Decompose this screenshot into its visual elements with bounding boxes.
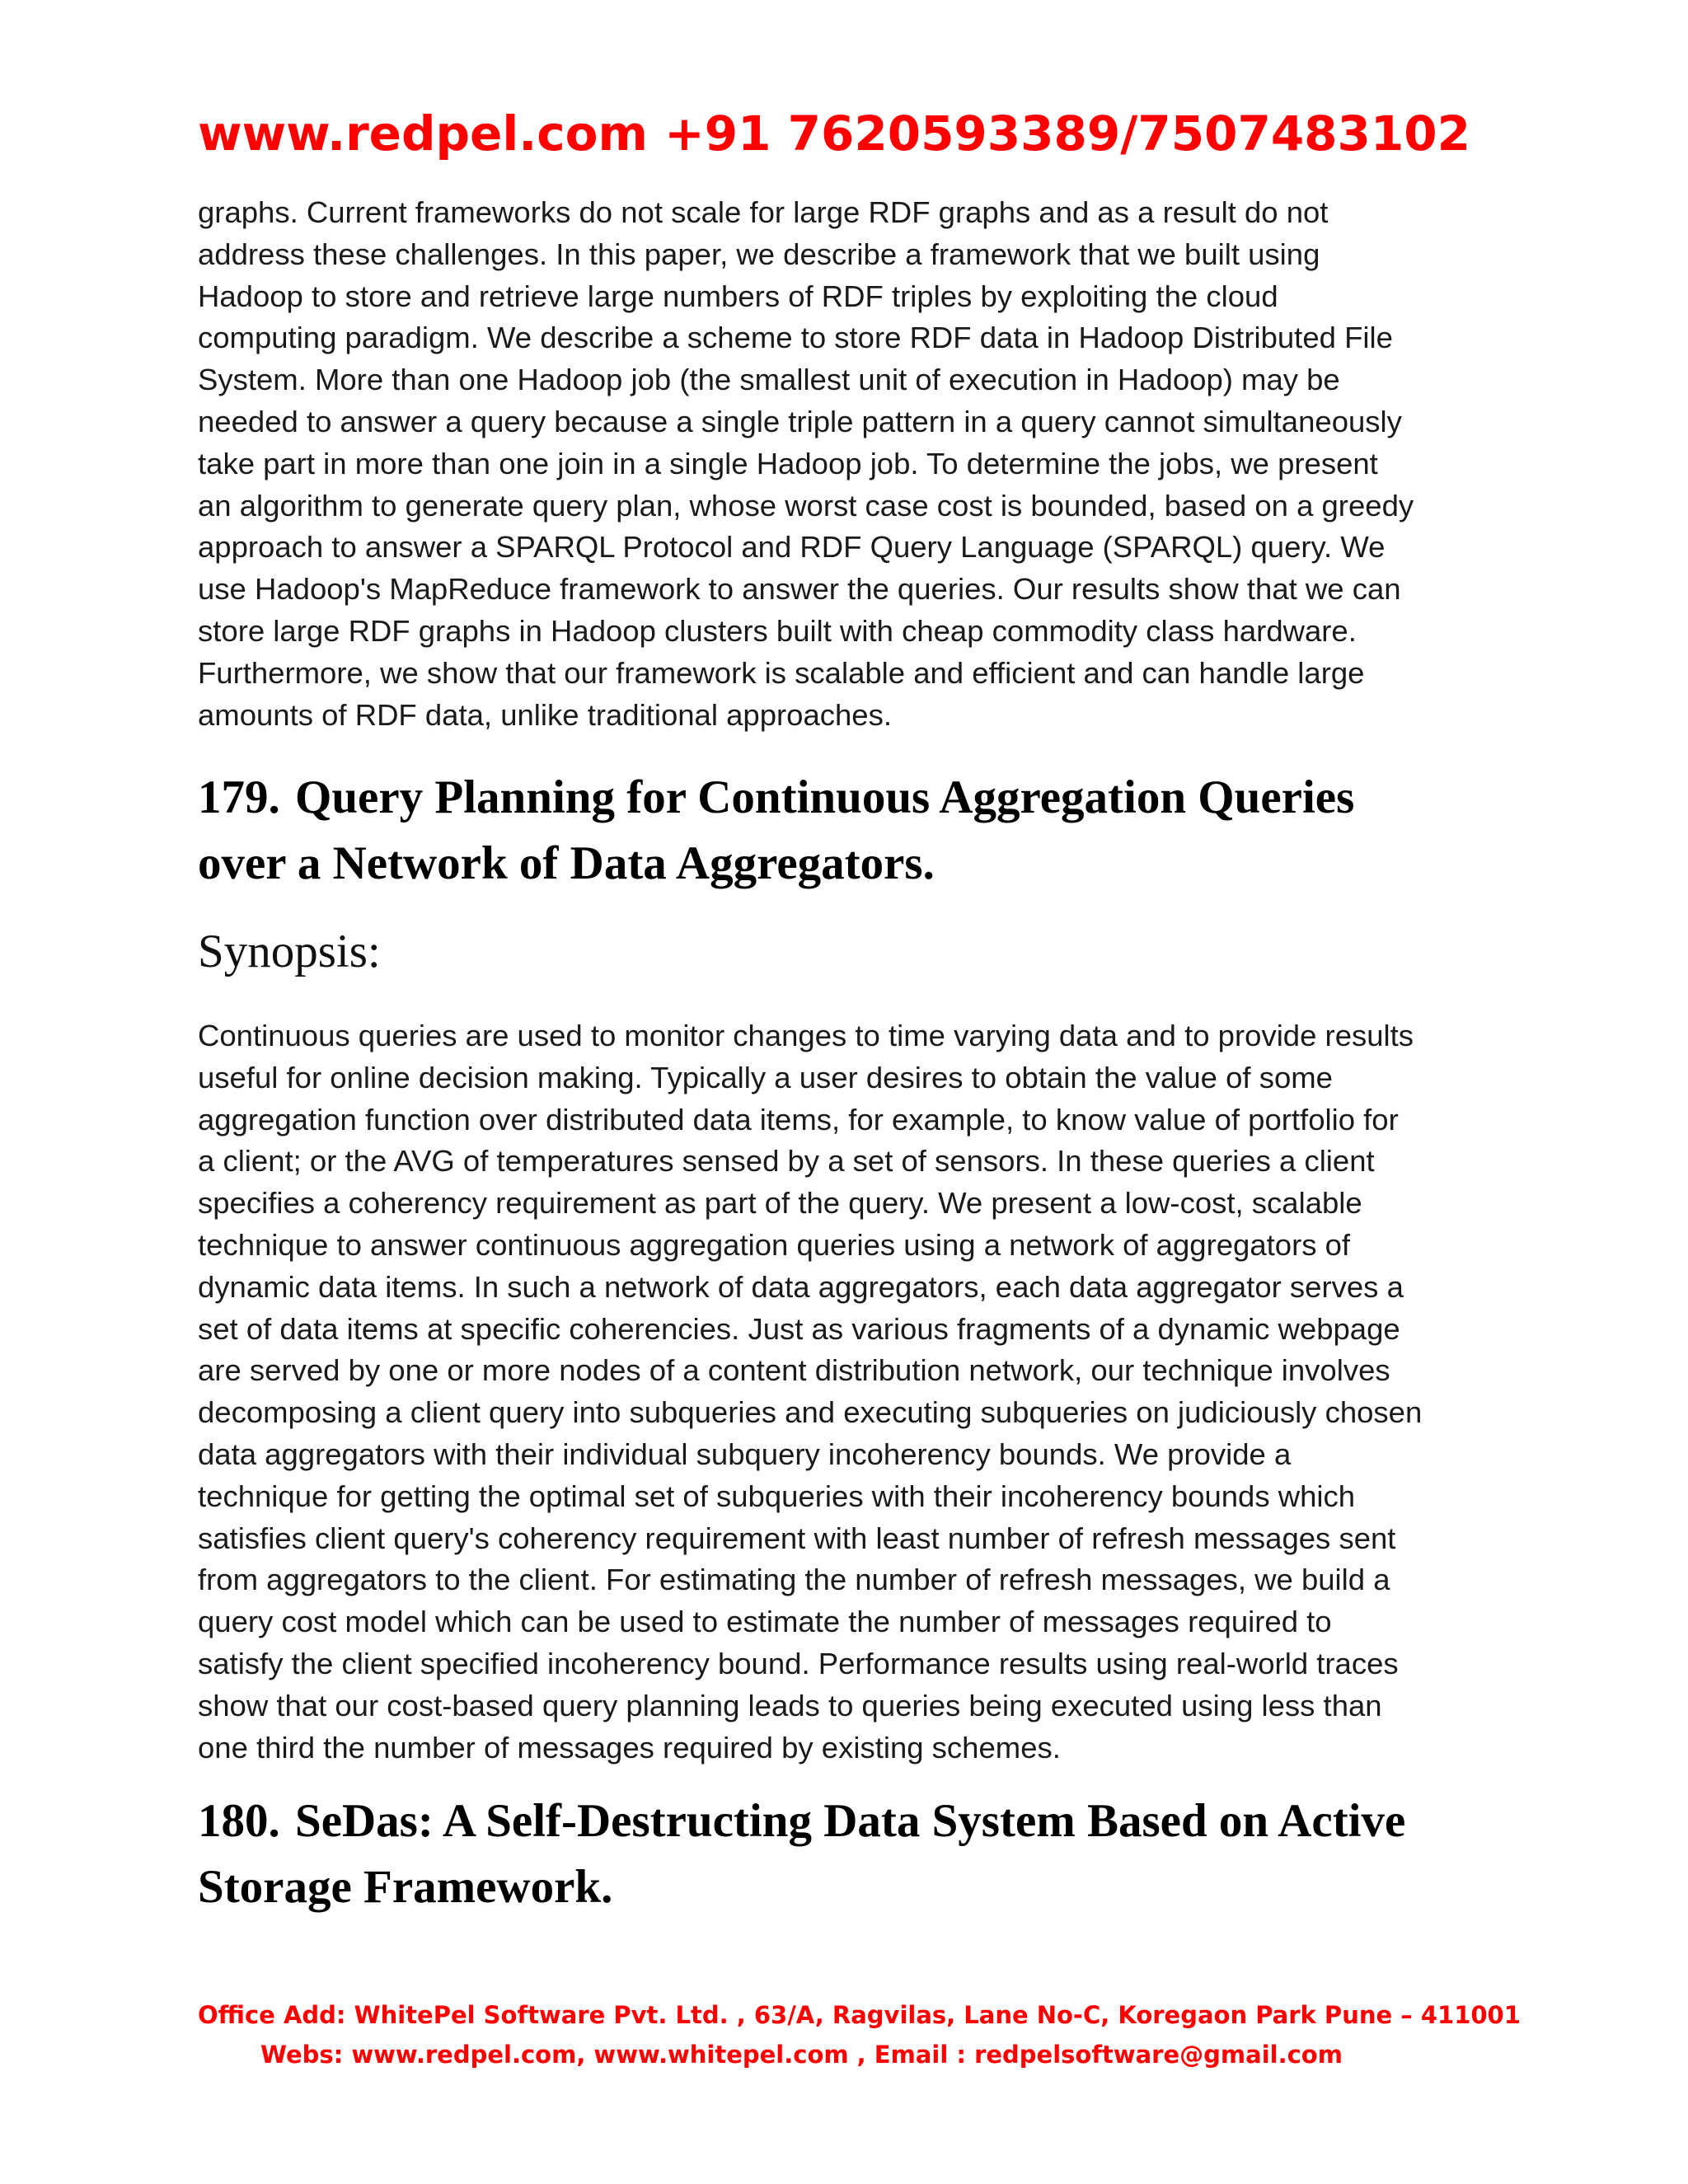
intro-paragraph [198, 192, 1517, 736]
paragraph-line: needed to answer a query because a single triple pattern in a query cannot simultaneously [198, 404, 1402, 438]
footer-address: Office Add: WhitePel Software Pvt. Ltd. , 63/A, Ragvilas, Lane No-C, Koregaon Park Pune – 411001 [198, 2001, 1521, 2029]
header-contact: www.redpel.com +91 7620593389/7507483102 [198, 105, 1470, 162]
paragraph-line: decomposing a client query into subqueries and executing subqueries on judiciously chosen [198, 1395, 1423, 1430]
paragraph-line: Continuous queries are used to monitor changes to time varying data and to provide results [198, 1019, 1414, 1052]
paragraph-line: from aggregators to the client. For estimating the number of refresh messages, we build a [198, 1563, 1390, 1597]
synopsis-label: Synopsis: [198, 926, 381, 977]
paragraph-line: take part in more than one join in a single Hadoop job. To determine the jobs, we present [198, 446, 1378, 480]
paragraph-line: specifies a coherency requirement as part of the query. We present a low-cost, scalable [198, 1186, 1362, 1221]
paragraph-line: technique for getting the optimal set of subqueries with their incoherency bounds which [198, 1479, 1356, 1513]
synopsis-paragraph [198, 1015, 1517, 1769]
paragraph-line: set of data items at specific coherencies. Just as various fragments of a dynamic webpage [198, 1311, 1400, 1346]
paragraph-line: show that our cost-based query planning leads to queries being executed using less than [198, 1688, 1382, 1722]
heading-title-line1: SeDas: A Self-Destructing Data System Based on Active [295, 1795, 1406, 1847]
paragraph-line: satisfies client query's coherency requirement with least number of refresh messages sent [198, 1521, 1396, 1555]
heading-line [198, 1788, 1533, 1854]
paragraph-line: store large RDF graphs in Hadoop clusters built with cheap commodity class hardware. [198, 613, 1357, 648]
paragraph-line: Furthermore, we show that our framework is scalable and efficient and can handle large [198, 655, 1365, 690]
paragraph-line: useful for online decision making. Typically a user desires to obtain the value of some [198, 1060, 1333, 1094]
paragraph-line: use Hadoop's MapReduce framework to answer the queries. Our results show that we can [198, 572, 1401, 607]
paragraph-line: query cost model which can be used to estimate the number of messages required to [198, 1605, 1332, 1639]
section-179-heading [198, 765, 1533, 897]
paragraph-line: are served by one or more nodes of a content distribution network, our technique involves [198, 1353, 1390, 1388]
heading-title-line2: Storage Framework. [198, 1861, 613, 1913]
footer-webs: Webs: www.redpel.com, www.whitepel.com , Email : redpelsoftware@gmail.com [260, 2041, 1343, 2069]
paragraph-line: aggregation function over distributed data items, for example, to know value of portfolio for [198, 1102, 1399, 1137]
heading-line [198, 765, 1533, 831]
paragraph-line: approach to answer a SPARQL Protocol and RDF Query Language (SPARQL) query. We [198, 530, 1386, 565]
heading-title-line2: over a Network of Data Aggregators. [198, 837, 935, 889]
paragraph-line: a client; or the AVG of temperatures sensed by a set of sensors. In these queries a client [198, 1144, 1375, 1179]
paragraph-line: computing paradigm. We describe a scheme to store RDF data in Hadoop Distributed File [198, 321, 1393, 355]
paragraph-line: one third the number of messages required by existing schemes. [198, 1730, 1061, 1765]
paragraph-line: address these challenges. In this paper, we describe a framework that we built using [198, 237, 1320, 271]
section-180-heading [198, 1788, 1533, 1920]
heading-title-line1: Query Planning for Continuous Aggregation Queries [295, 771, 1355, 823]
paragraph-line: amounts of RDF data, unlike traditional approaches. [198, 697, 892, 732]
paragraph-line: technique to answer continuous aggregation queries using a network of aggregators of [198, 1227, 1351, 1262]
paragraph-line: graphs. Current frameworks do not scale for large RDF graphs and as a result do not [198, 195, 1329, 229]
paragraph-line: an algorithm to generate query plan, whose worst case cost is bounded, based on a greedy [198, 488, 1414, 523]
paragraph-line: dynamic data items. In such a network of data aggregators, each data aggregator serves a [198, 1269, 1404, 1304]
section-number: 180. [198, 1795, 280, 1847]
paragraph-line: satisfy the client specified incoherency bound. Performance results using real-world traces [198, 1646, 1399, 1680]
paragraph-line: data aggregators with their individual subquery incoherency bounds. We provide a [198, 1436, 1292, 1471]
paragraph-line: Hadoop to store and retrieve large numbers of RDF triples by exploiting the cloud [198, 279, 1278, 313]
paragraph-line: System. More than one Hadoop job (the smallest unit of execution in Hadoop) may be [198, 363, 1340, 397]
section-number: 179. [198, 771, 280, 823]
